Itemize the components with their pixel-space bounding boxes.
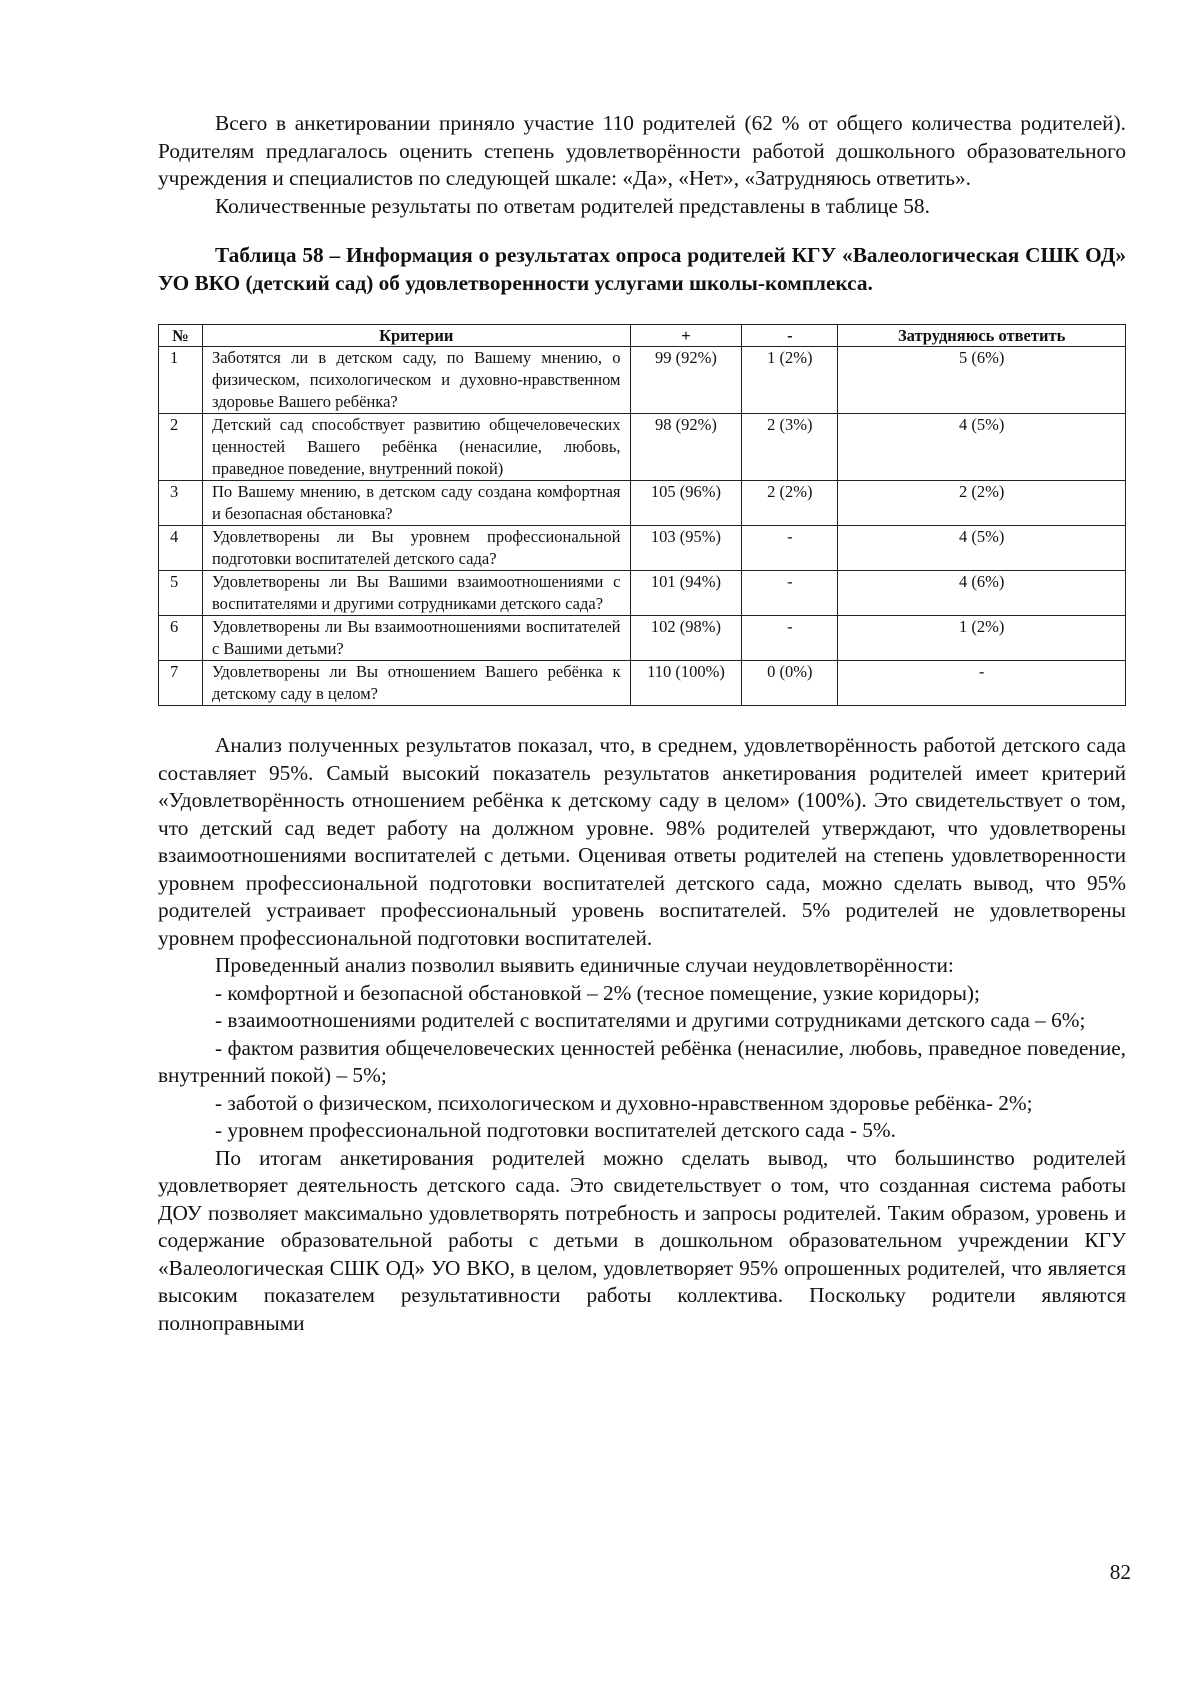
row-minus: - <box>742 571 838 616</box>
analysis-paragraph-2: Проведенный анализ позволил выявить единичные случаи неудовлетворённости: <box>215 953 954 977</box>
header-undecided: Затрудняюсь ответить <box>838 325 1126 347</box>
row-plus: 102 (98%) <box>630 616 742 661</box>
header-number: № <box>159 325 203 347</box>
list-item: - взаимоотношениями родителей с воспитателями и другими сотрудниками детского сада – 6%; <box>215 1008 1086 1032</box>
table-row <box>159 347 1126 414</box>
header-minus: - <box>742 325 838 347</box>
row-minus: - <box>742 616 838 661</box>
row-plus: 99 (92%) <box>630 347 742 414</box>
table-row <box>159 661 1126 706</box>
table-caption: Таблица 58 – Информация о результатах опроса родителей КГУ «Валеологическая СШК ОД» УО ВКО (детский сад) об удовлетворенности услугами школы-комплекса. <box>158 243 1126 295</box>
row-criterion: Удовлетворены ли Вы уровнем профессиональной подготовки воспитателей детского сада? <box>202 526 630 571</box>
table-row <box>159 414 1126 481</box>
row-minus: 1 (2%) <box>742 347 838 414</box>
row-undecided: - <box>838 661 1126 706</box>
row-criterion: Заботятся ли в детском саду, по Вашему мнению, о физическом, психологическом и духовно-нравственном здоровье Вашего ребёнка? <box>202 347 630 414</box>
table-header-row <box>159 325 1126 347</box>
analysis-paragraph-3: По итогам анкетирования родителей можно сделать вывод, что большинство родителей удовлетворяет деятельность детского сада. Это свидетельствует о том, что созданная система работы ДОУ позволяет максимально удовлетворять потребность и запросы родителей. Таким образом, уровень и содержание образовательной работы с детьми в дошкольном образовательном учреждении КГУ «Валеологическая СШК ОД» УО ВКО, в целом, удовлетворяет 95% опрошенных родителей, что является высоким показателем результативности работы коллектива. Поскольку родители являются полноправными <box>158 1145 1126 1335</box>
survey-table <box>158 324 1126 706</box>
row-undecided: 4 (5%) <box>838 526 1126 571</box>
row-undecided: 4 (6%) <box>838 571 1126 616</box>
intro-paragraph-2: Количественные результаты по ответам родителей представлены в таблице 58. <box>215 193 930 218</box>
row-number: 5 <box>159 571 203 616</box>
row-plus: 98 (92%) <box>630 414 742 481</box>
table-row <box>159 616 1126 661</box>
row-plus: 110 (100%) <box>630 661 742 706</box>
table-row <box>159 571 1126 616</box>
row-criterion: Удовлетворены ли Вы Вашими взаимоотношениями с воспитателями и другими сотрудниками детского сада? <box>202 571 630 616</box>
list-item: - комфортной и безопасной обстановкой – 2% (тесное помещение, узкие коридоры); <box>215 980 980 1005</box>
row-criterion: По Вашему мнению, в детском саду создана комфортная и безопасная обстановка? <box>202 481 630 526</box>
row-plus: 103 (95%) <box>630 526 742 571</box>
list-item: - фактом развития общечеловеческих ценностей ребёнка (ненасилие, любовь, праведное поведение, внутренний покой) – 5%; <box>158 1035 1126 1087</box>
analysis-paragraph-1: Анализ полученных результатов показал, что, в среднем, удовлетворённость работой детского сада составляет 95%. Самый высокий показатель результатов анкетирования родителей имеет критерий «Удовлетворённость отношением ребёнка к детскому саду в целом» (100%). Это свидетельствует о том, что детский сад ведет работу на должном уровне. 98% родителей утверждают, что удовлетворены взаимоотношениями воспитателей с детьми. Оценивая ответы родителей на степень удовлетворенности уровнем профессиональной подготовки воспитателей детского сада, можно сделать вывод, что 95% родителей устраивает профессиональный уровень воспитателей. 5% родителей не удовлетворены уровнем профессиональной подготовки воспитателей. <box>158 733 1126 950</box>
row-number: 1 <box>159 347 203 414</box>
row-number: 2 <box>159 414 203 481</box>
row-number: 4 <box>159 526 203 571</box>
intro-paragraph-1: Всего в анкетировании приняло участие 110 родителей (62 % от общего количества родителей). Родителям предлагалось оценить степень удовлетворённости работой дошкольного образовательного учреждения и специалистов по следующей шкале: «Да», «Нет», «Затрудняюсь ответить». <box>158 111 1126 190</box>
row-plus: 101 (94%) <box>630 571 742 616</box>
row-undecided: 4 (5%) <box>838 414 1126 481</box>
row-number: 3 <box>159 481 203 526</box>
row-criterion: Детский сад способствует развитию общечеловеческих ценностей Вашего ребёнка (ненасилие, любовь, праведное поведение, внутренний покой) <box>202 414 630 481</box>
list-item: - уровнем профессиональной подготовки воспитателей детского сада - 5%. <box>215 1118 896 1142</box>
table-row <box>159 481 1126 526</box>
row-minus: 0 (0%) <box>742 661 838 706</box>
header-plus: + <box>630 325 742 347</box>
document-page <box>158 110 1126 1337</box>
row-plus: 105 (96%) <box>630 481 742 526</box>
row-criterion: Удовлетворены ли Вы отношением Вашего ребёнка к детскому саду в целом? <box>202 661 630 706</box>
header-criteria: Критерии <box>202 325 630 347</box>
row-criterion: Удовлетворены ли Вы взаимоотношениями воспитателей с Вашими детьми? <box>202 616 630 661</box>
row-minus: 2 (3%) <box>742 414 838 481</box>
row-undecided: 5 (6%) <box>838 347 1126 414</box>
row-number: 6 <box>159 616 203 661</box>
table-row <box>159 526 1126 571</box>
row-minus: - <box>742 526 838 571</box>
row-minus: 2 (2%) <box>742 481 838 526</box>
list-item: - заботой о физическом, психологическом и духовно-нравственном здоровье ребёнка- 2%; <box>215 1090 1033 1115</box>
row-undecided: 1 (2%) <box>838 616 1126 661</box>
row-number: 7 <box>159 661 203 706</box>
row-undecided: 2 (2%) <box>838 481 1126 526</box>
page-number: 82 <box>1109 1560 1131 1584</box>
